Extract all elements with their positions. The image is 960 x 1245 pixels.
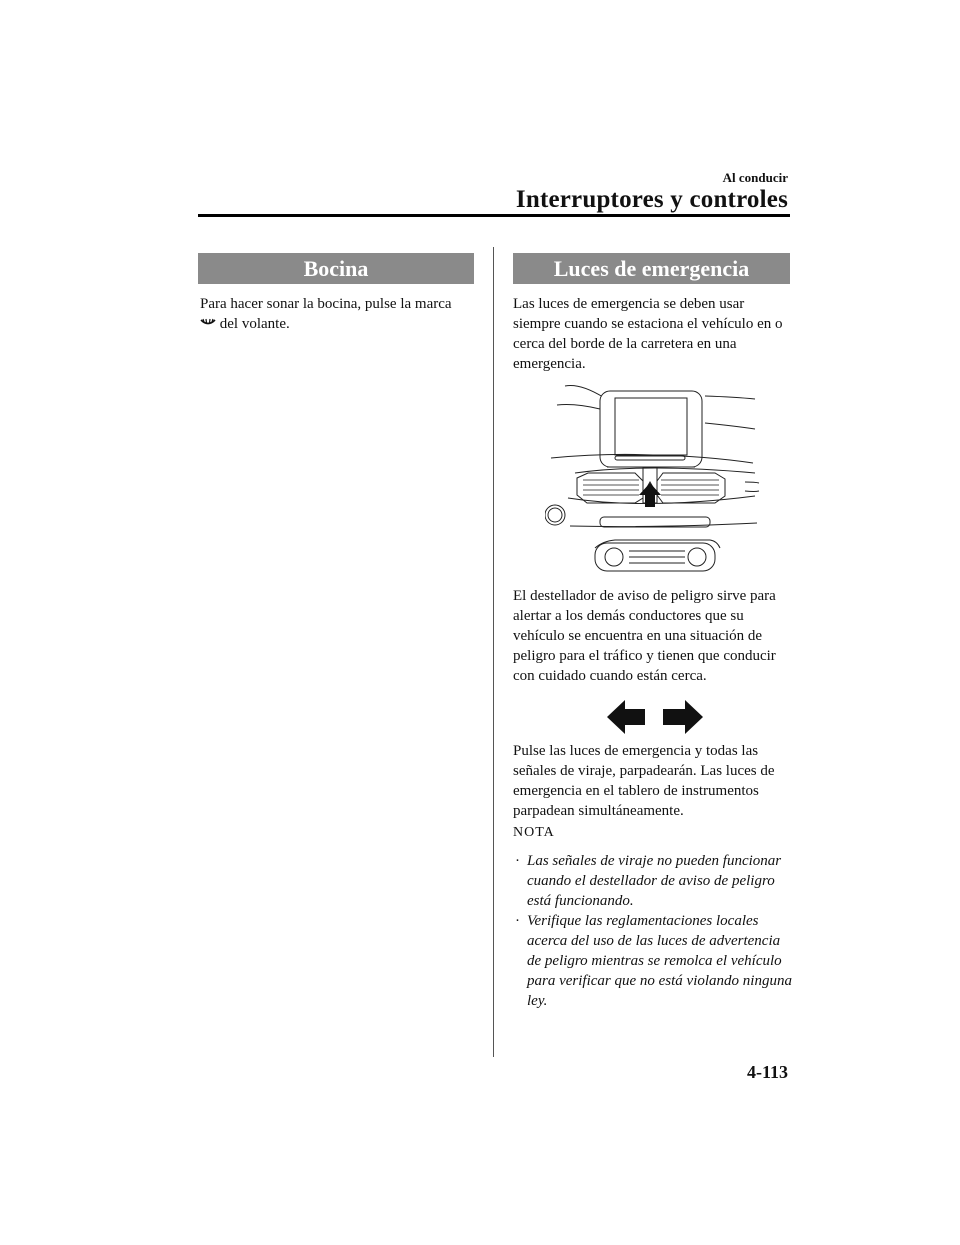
bullet-icon: ·	[515, 913, 520, 929]
luces-paragraph-1: Las luces de emergencia se deben usar siempre cuando se estaciona el vehículo en o cerca del borde de la carretera en una emergencia.	[513, 296, 783, 372]
nota-label: NOTA	[513, 825, 555, 840]
turn-signal-indicators	[605, 697, 705, 742]
notes-list	[513, 851, 798, 1011]
right-arrow-icon	[663, 700, 703, 734]
luces-paragraph-2: El destellador de aviso de peligro sirve para alertar a los demás conductores que su vehículo se encuentra en una situación de peligro para el tráfico y tienen que conducir con cuidado cuando están cerca.	[513, 588, 776, 684]
page-number: 4-113	[746, 1062, 788, 1082]
note-text: Verifique las reglamentaciones locales acerca del uso de las luces de advertencia de peligro mientras se remolca el vehículo para verificar que no está violando ninguna ley.	[527, 913, 792, 1009]
section-label: Al conducir	[722, 170, 788, 185]
left-arrow-icon	[607, 700, 645, 734]
luces-paragraph-3: Pulse las luces de emergencia y todas las señales de viraje, parpadearán. Las luces de emergencia en el tablero de instrumentos parpadean simultáneamente.	[513, 743, 775, 819]
bocina-text-line2: del volante.	[216, 316, 290, 332]
note-text: Las señales de viraje no pueden funcionar cuando el destellador de aviso de peligro está funcionando.	[527, 853, 782, 909]
header-rule	[198, 214, 790, 217]
horn-icon	[200, 314, 216, 334]
bocina-heading: Bocina	[198, 253, 474, 284]
bocina-text-line1: Para hacer sonar la bocina, pulse la marca	[200, 296, 452, 312]
chapter-title: Interruptores y controles	[515, 186, 788, 213]
dashboard-illustration	[545, 383, 760, 578]
list-item	[513, 911, 798, 1011]
column-divider	[493, 247, 494, 1057]
list-item	[513, 851, 798, 911]
bullet-icon: ·	[515, 853, 520, 869]
bocina-paragraph	[200, 294, 475, 334]
luces-heading: Luces de emergencia	[513, 253, 790, 284]
